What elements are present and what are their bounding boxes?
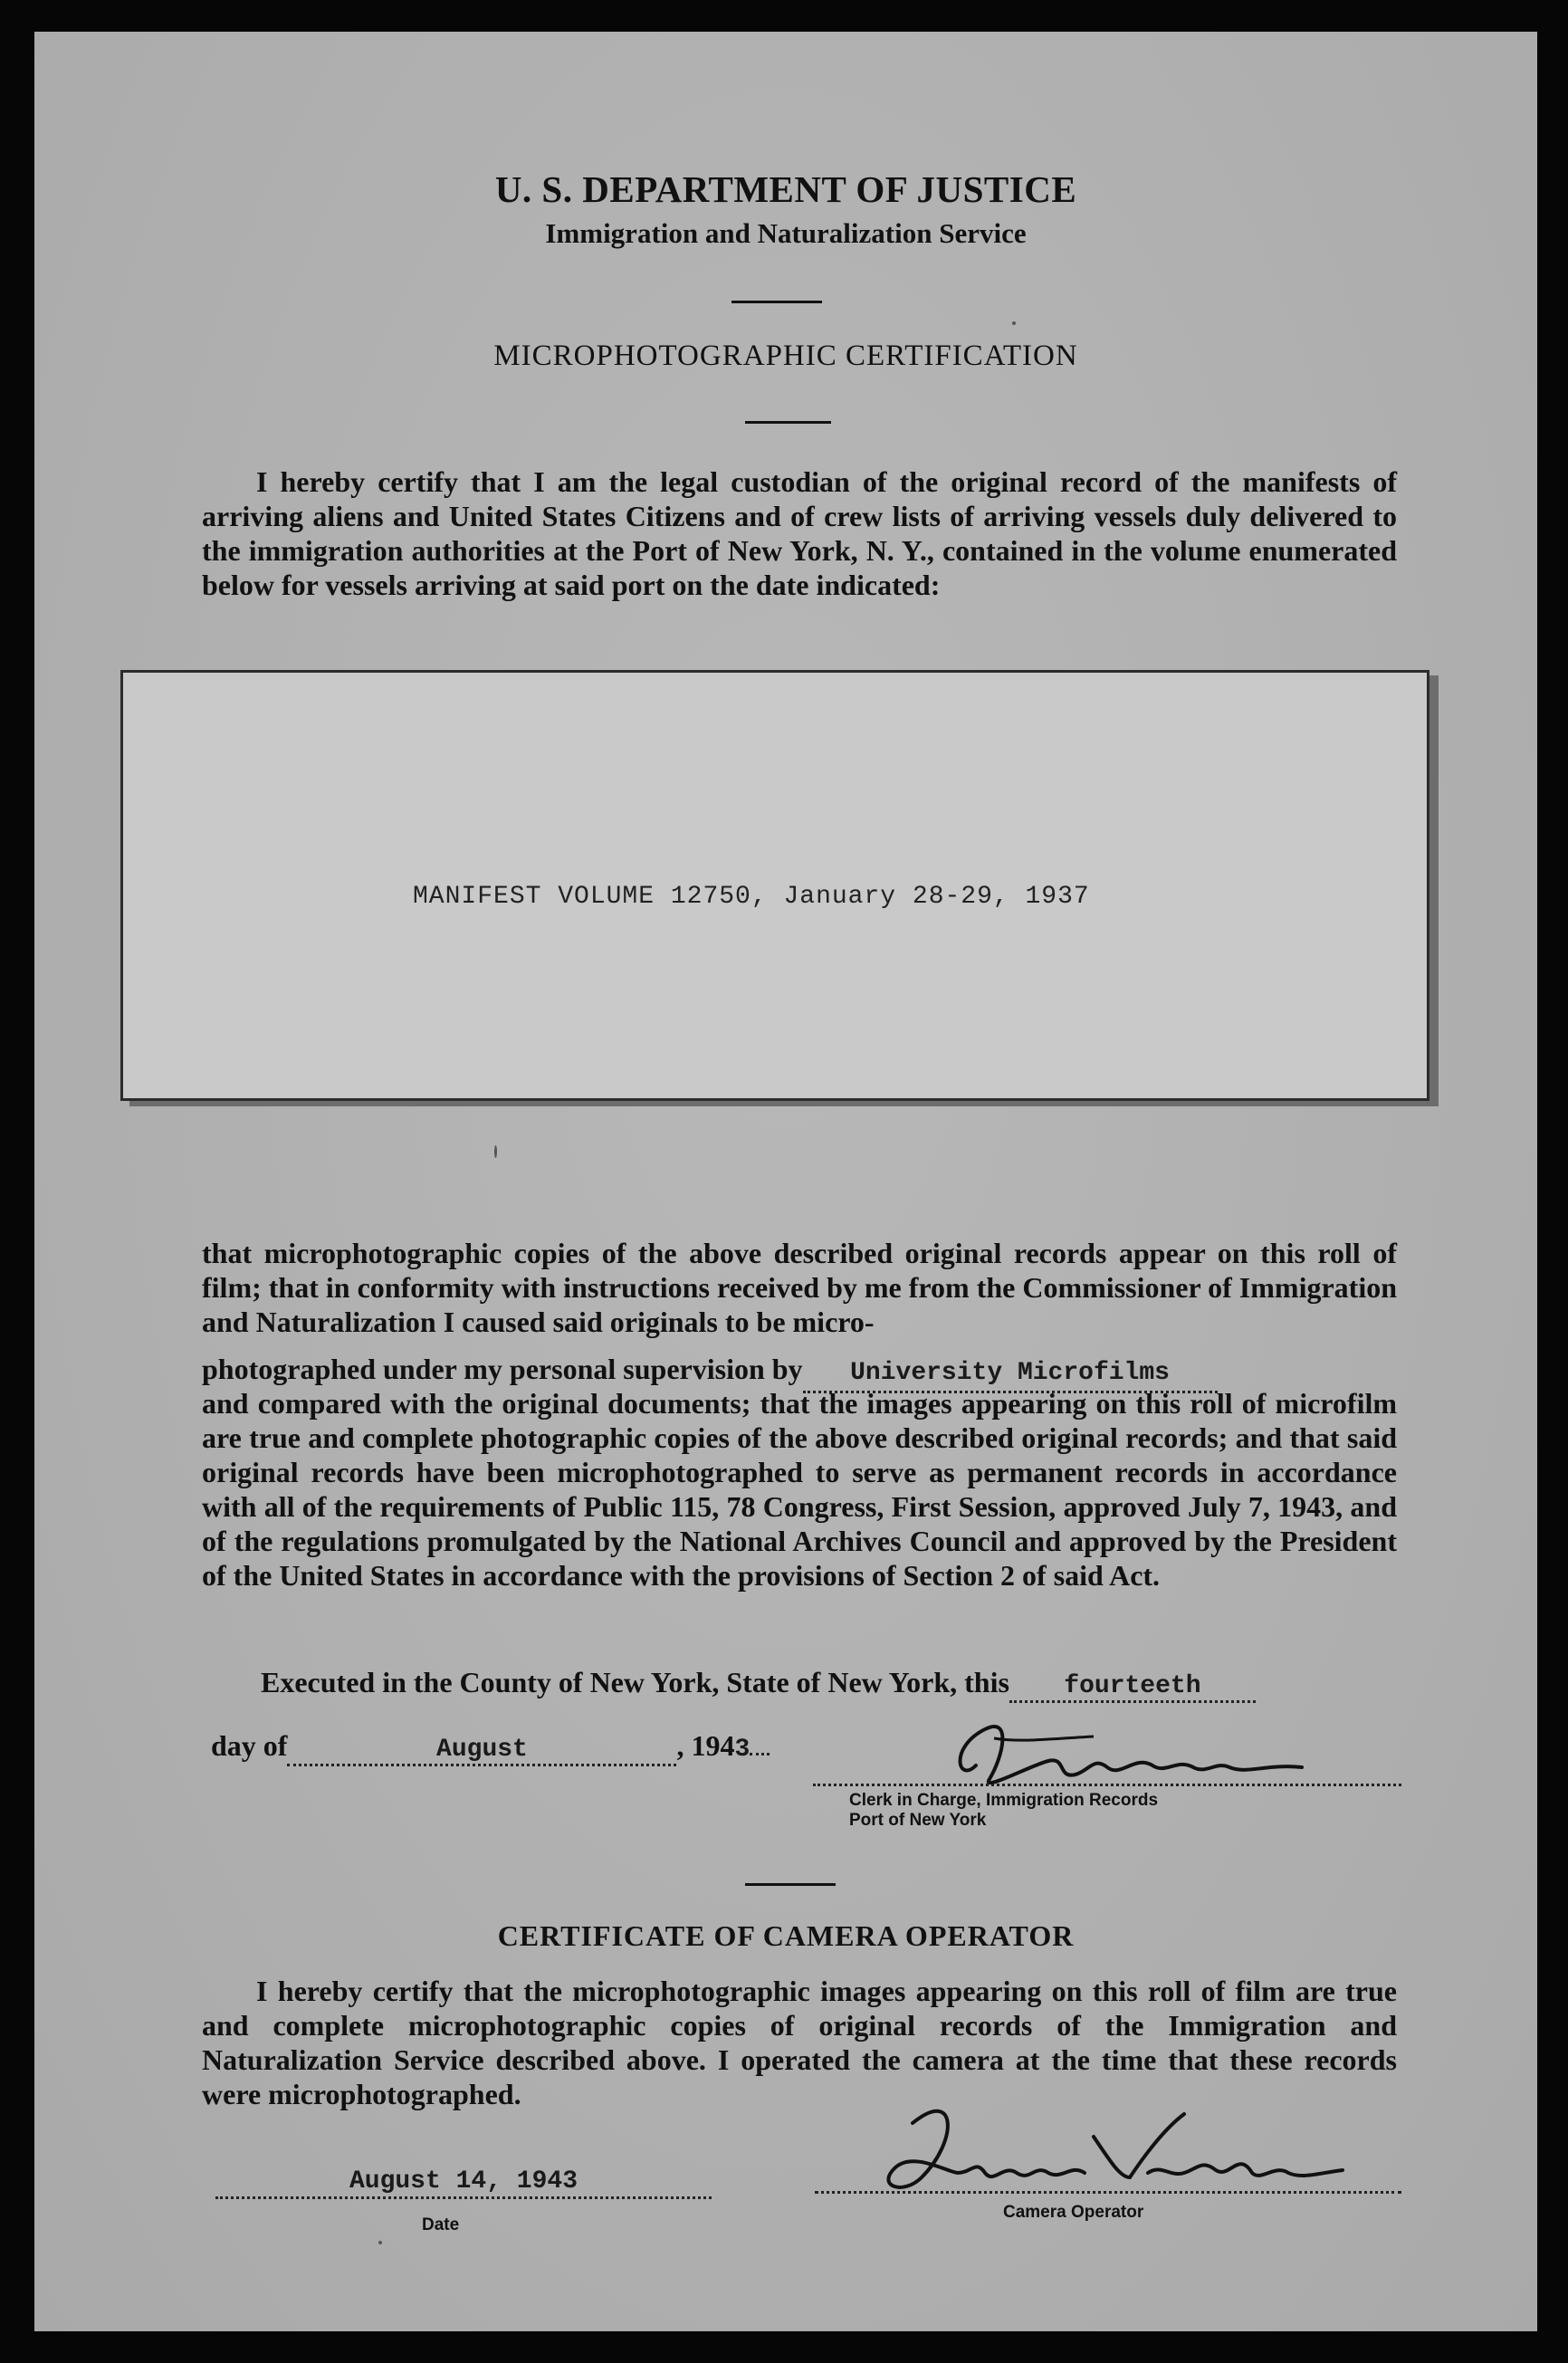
day-value: fourteeth (1064, 1672, 1201, 1700)
paper-speck (494, 1145, 497, 1158)
month-field (287, 1729, 676, 1766)
body-paragraph-continued (202, 1386, 1397, 1593)
clerk-title-line1: Clerk in Charge, Immigration Records (849, 1791, 1159, 1810)
clerk-title-line2: Port of New York (849, 1811, 987, 1830)
body-paragraph (202, 1236, 1397, 1339)
section-title: MICROPHOTOGRAPHIC CERTIFICATION (493, 340, 1078, 372)
camera-date-field (215, 2164, 712, 2199)
year-digit: 3 (734, 1736, 751, 1764)
manifest-slip (120, 670, 1429, 1101)
year-prefix: , 194 (676, 1729, 735, 1762)
manifest-slip-text: MANIFEST VOLUME 12750, January 28-29, 1937 (413, 883, 1090, 911)
date-line (211, 1729, 770, 1766)
camera-heading: CERTIFICATE OF CAMERA OPERATOR (497, 1919, 1075, 1952)
divider (745, 1883, 836, 1886)
execution-line (261, 1666, 1401, 1703)
body-text-c: and compared with the original documents; that the images appearing on this roll of microfilm are true and complete photographic copies of the above described original records; and that said original records have been microphotographed to serve as permanent records in accordance with all of the requirements of Public 115, 78 Congress, First Session, approved July 7, 1943, and of the regulations promulgated by the National Archives Council and approved by the President of the United States in accordance with the provisions of Section 2 of said Act. (202, 1387, 1397, 1592)
month-value: August (436, 1736, 528, 1764)
execution-prefix: Executed in the County of New York, State of New York, this (261, 1666, 1009, 1698)
year-dots (750, 1753, 770, 1756)
camera-text: I hereby certify that the microphotographic images appearing on this roll of film are true and complete microphotographic copies of original records of the Immigration and Naturalization Service described above. I operated the camera at the time that these records were microphotographed. (202, 1975, 1397, 2110)
paper-speck (378, 2241, 382, 2244)
date-label: Date (422, 2215, 460, 2234)
body-text-a: that microphotographic copies of the above described original records appear on this roll of film; that in conformity with instructions received by me from the Commissioner of Immigration and Naturalization I caused said originals to be micro- (202, 1237, 1397, 1338)
clerk-signature (940, 1711, 1338, 1802)
certificate-sheet (34, 32, 1537, 2331)
divider (731, 301, 822, 303)
camera-date-value: August 14, 1943 (349, 2167, 578, 2196)
page-subtitle: Immigration and Naturalization Service (545, 217, 1027, 249)
page-title: U. S. DEPARTMENT OF JUSTICE (494, 168, 1077, 210)
operator-signature (849, 2087, 1356, 2205)
divider (745, 421, 831, 424)
intro-paragraph (202, 464, 1397, 602)
paper-speck (1012, 321, 1016, 325)
day-of-label: day of (211, 1729, 288, 1762)
day-field (1009, 1666, 1256, 1703)
supervision-prefix: photographed under my personal supervision by (202, 1353, 803, 1385)
operator-label: Camera Operator (1003, 2203, 1144, 2222)
photographer-value: University Microfilms (850, 1359, 1170, 1387)
intro-text: I hereby certify that I am the legal custodian of the original record of the manifests of arriving aliens and United States Citizens and of crew lists of arriving vessels duly delivered to the immigration authorities at the Port of New York, N. Y., contained in the volume enumerated below for vessels arriving at said port on the date indicated: (202, 465, 1397, 601)
clerk-title (849, 1791, 1158, 1831)
